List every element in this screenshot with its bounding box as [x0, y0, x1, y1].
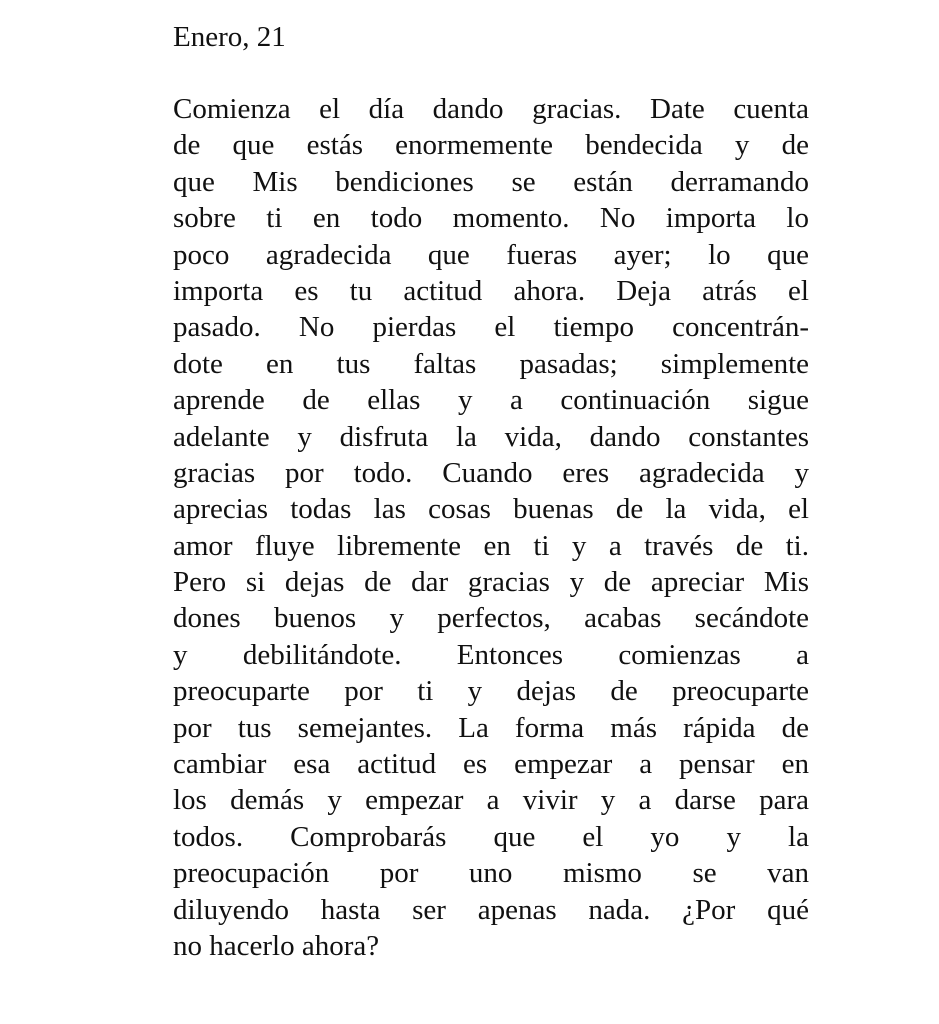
text-line: importa es tu actitud ahora. Deja atrás el: [173, 274, 809, 307]
devotional-page: [173, 19, 809, 964]
text-line: de que estás enormemente bendecida y de: [173, 129, 809, 162]
text-line: preocupación por uno mismo se van: [173, 857, 809, 890]
text-line: pasado. No pierdas el tiempo concentrán-: [173, 311, 809, 344]
text-line: y debilitándote. Entonces comienzas a: [173, 638, 809, 671]
text-line: Comienza el día dando gracias. Date cuenta: [173, 93, 809, 125]
text-line: amor fluye libremente en ti y a través de ti.: [173, 529, 809, 562]
text-line: adelante y disfruta la vida, dando constantes: [173, 420, 809, 453]
text-line: gracias por todo. Cuando eres agradecida y: [173, 456, 809, 489]
text-line: poco agradecida que fueras ayer; lo que: [173, 238, 809, 271]
text-line: aprende de ellas y a continuación sigue: [173, 384, 809, 417]
entry-date: Enero, 21: [173, 21, 286, 53]
text-line: preocuparte por ti y dejas de preocuparte: [173, 675, 809, 708]
text-line: los demás y empezar a vivir y a darse para: [173, 784, 809, 817]
text-line: dote en tus faltas pasadas; simplemente: [173, 347, 809, 380]
text-line: todos. Comprobarás que el yo y la: [173, 820, 809, 853]
text-line: por tus semejantes. La forma más rápida de: [173, 711, 809, 744]
text-line: que Mis bendiciones se están derramando: [173, 165, 809, 198]
text-line: aprecias todas las cosas buenas de la vida, el: [173, 493, 809, 526]
text-line: diluyendo hasta ser apenas nada. ¿Por qué: [173, 893, 809, 926]
text-line: Pero si dejas de dar gracias y de apreciar Mis: [173, 566, 809, 599]
text-line: dones buenos y perfectos, acabas secándote: [173, 602, 809, 635]
entry-body: [173, 91, 809, 964]
text-line: cambiar esa actitud es empezar a pensar en: [173, 748, 809, 781]
text-line-last: no hacerlo ahora?: [173, 929, 380, 962]
text-line: sobre ti en todo momento. No importa lo: [173, 202, 809, 235]
